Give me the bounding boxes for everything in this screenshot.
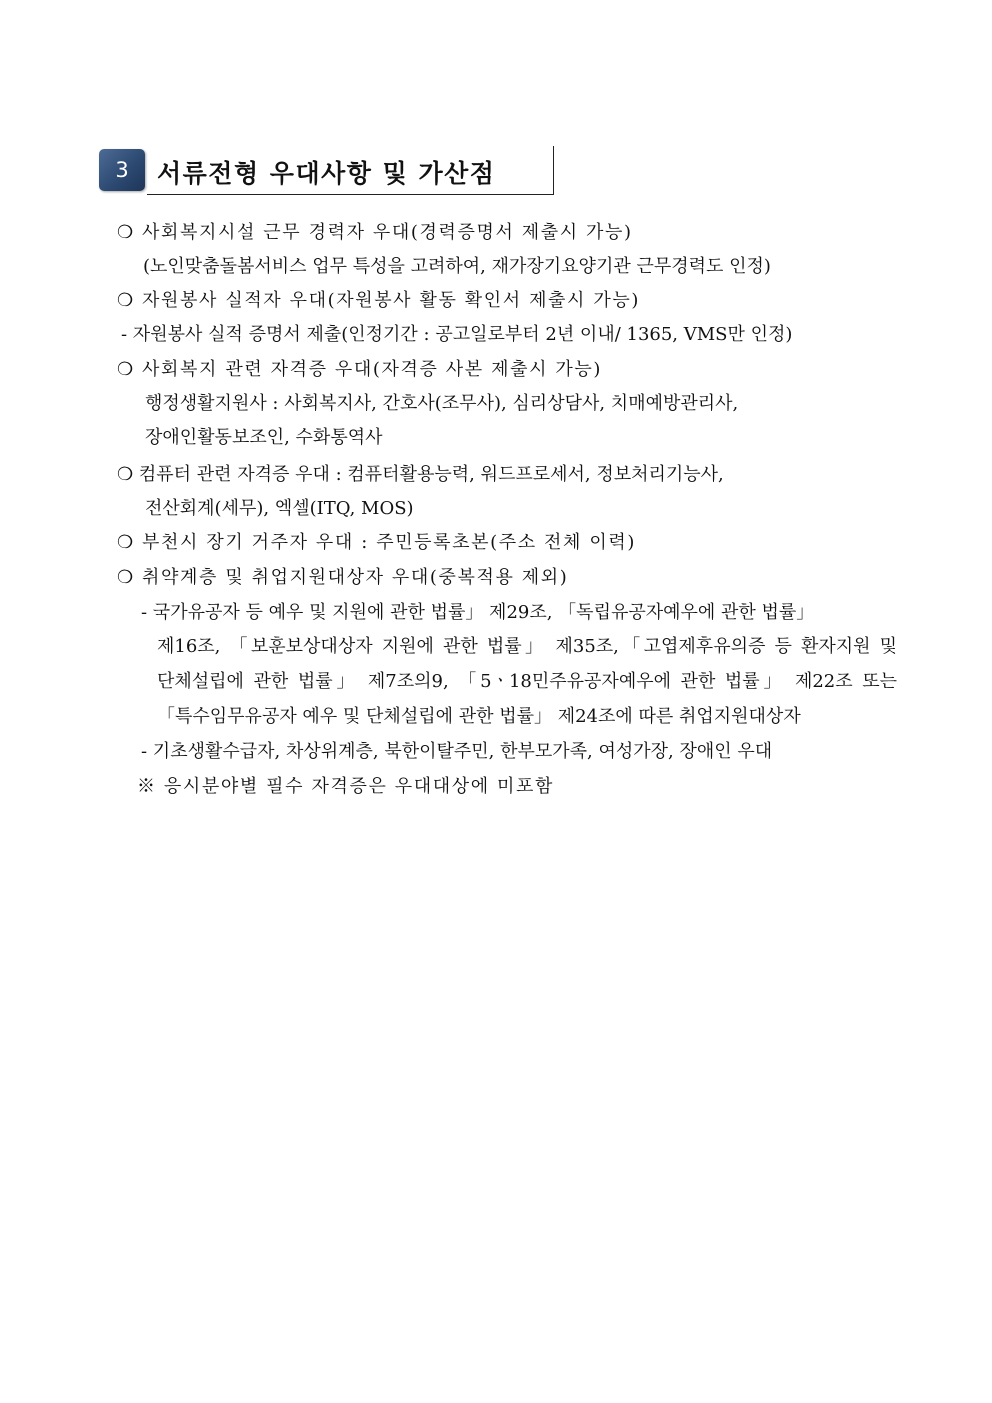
item-vulnerable-others: - 기초생활수급자, 차상위계층, 북한이탈주민, 한부모가족, 여성가장, 장애인 우대 bbox=[141, 741, 773, 762]
item-vulnerable-groups: ❍ 취약계층 및 취업지원대상자 우대(중복적용 제외) bbox=[117, 567, 569, 588]
section-heading bbox=[99, 146, 555, 196]
item-vulnerable-law-2: 제16조, 「보훈보상대상자 지원에 관한 법률」 제35조,「고엽제후유의증 등 환자지원 및 bbox=[157, 636, 897, 657]
item-welfare-license-list-1: 행정생활지원사 : 사회복지사, 간호사(조무사), 심리상담사, 치매예방관리사, bbox=[145, 393, 739, 414]
item-computer-license-list: 전산회계(세무), 엑셀(ITQ, MOS) bbox=[145, 498, 414, 519]
item-vulnerable-law-4: 「특수임무유공자 예우 및 단체설립에 관한 법률」 제24조에 따른 취업지원대상자 bbox=[157, 706, 801, 727]
item-welfare-license: ❍ 사회복지 관련 자격증 우대(자격증 사본 제출시 가능) bbox=[117, 359, 602, 380]
item-bucheon-resident: ❍ 부천시 장기 거주자 우대 : 주민등록초본(주소 전체 이력) bbox=[117, 532, 636, 553]
item-note-required-license: ※ 응시분야별 필수 자격증은 우대대상에 미포함 bbox=[137, 776, 554, 797]
item-vulnerable-law-1: - 국가유공자 등 예우 및 지원에 관한 법률」 제29조, 「독립유공자예우에 관한 법률」 bbox=[141, 602, 815, 623]
item-welfare-license-list-2: 장애인활동보조인, 수화통역사 bbox=[145, 427, 383, 448]
section-title-box bbox=[147, 146, 554, 195]
item-social-welfare-experience: ❍ 사회복지시설 근무 경력자 우대(경력증명서 제출시 가능) bbox=[117, 222, 633, 243]
item-volunteer: ❍ 자원봉사 실적자 우대(자원봉사 활동 확인서 제출시 가능) bbox=[117, 290, 640, 311]
item-social-welfare-experience-note: (노인맞춤돌봄서비스 업무 특성을 고려하여, 재가장기요양기관 근무경력도 인정) bbox=[143, 256, 771, 277]
section-title: 서류전형 우대사항 및 가산점 bbox=[157, 159, 496, 188]
item-vulnerable-law-3: 단체설립에 관한 법률」 제7조의9, 「5ㆍ18민주유공자예우에 관한 법률」 제22조 또는 bbox=[157, 671, 897, 692]
item-computer-license: ❍ 컴퓨터 관련 자격증 우대 : 컴퓨터활용능력, 워드프로세서, 정보처리기능사, bbox=[117, 464, 724, 485]
item-volunteer-note: - 자원봉사 실적 증명서 제출(인정기간 : 공고일로부터 2년 이내/ 1365, VMS만 인정) bbox=[121, 324, 793, 345]
section-number-badge: 3 bbox=[99, 149, 145, 191]
